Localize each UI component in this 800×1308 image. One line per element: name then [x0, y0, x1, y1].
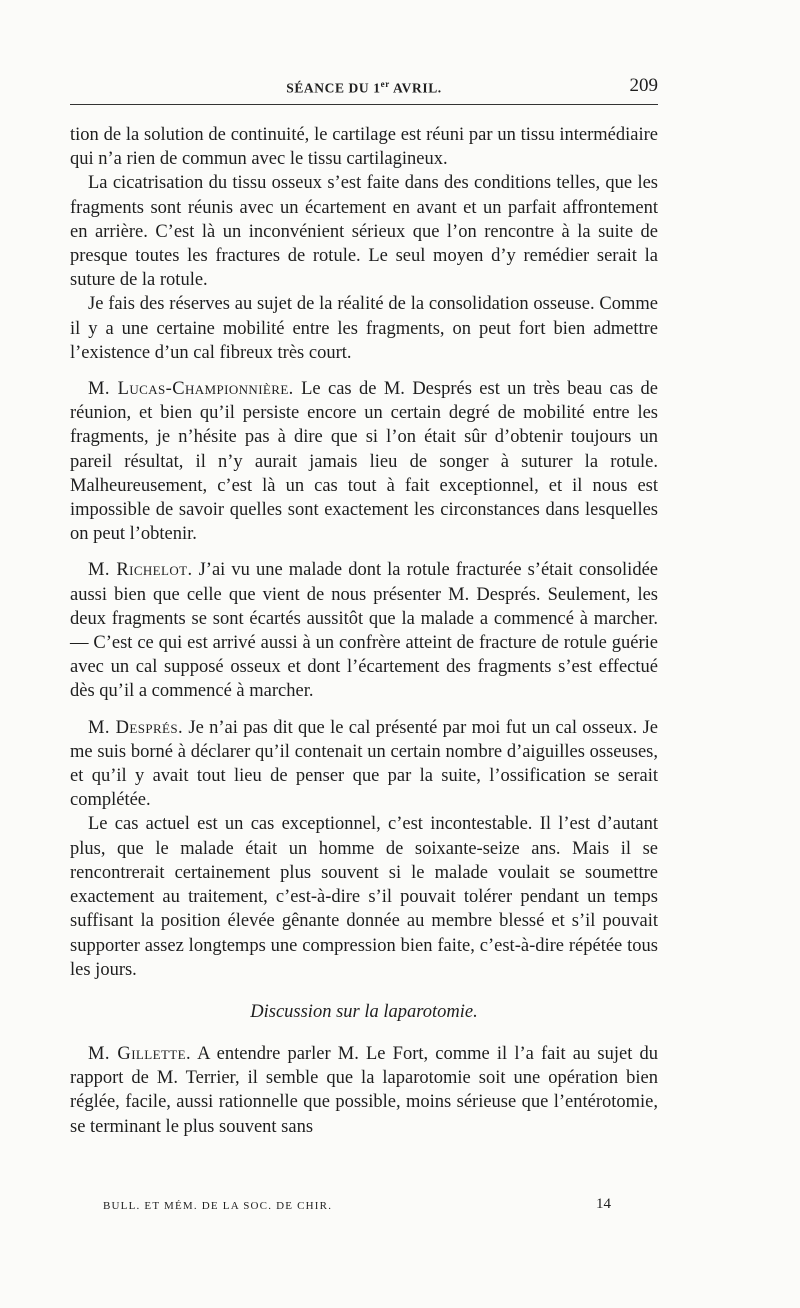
paragraph-4-text: Le cas de M. Després est un très beau cas de réunion, et bien qu’il persiste encore un certain degré de mobilité entre les fragments, je n’hésite pas à dire que si l’on était sûr d’obtenir toujours un pareil résultat, il n’y aurait jamais lieu de songer à suturer la rotule. Malheureusement, c’est là un cas tout à fait exceptionnel, et il nous est impossible de savoir quelles sont exactement les circonstances dans lesquelles on peut l’obtenir. [70, 379, 659, 545]
title-pre: SÉANCE DU 1 [286, 80, 381, 96]
paragraph-4 [70, 377, 658, 546]
running-head [70, 70, 658, 105]
paragraph-6-text: Je n’ai pas dit que le cal présenté par moi fut un cal osseux. Je me suis borné à déclarer qu’il contenait un certain nombre d’aiguilles osseuses, et qu’il y avait tout lieu de penser que par la suite, l’ossification se serait complétée. [70, 717, 659, 811]
speaker-gillette: M. Gillette. [88, 1043, 191, 1064]
page-body [70, 123, 658, 1139]
paragraph-1: tion de la solution de continuité, le cartilage est réuni par un tissu intermédiaire qui n’a rien de commun avec le tissu cartilagineux. [70, 125, 658, 170]
paragraph-6 [70, 716, 658, 813]
section-heading: Discussion sur la laparotomie. [250, 1001, 478, 1022]
paragraph-2: La cicatrisation du tissu osseux s’est faite dans des conditions telles, que les fragments sont réunis avec un écartement en avant et un parfait affrontement en arrière. C’est là un inconvénient sérieux que l’on rencontre à la suite de presque toutes les fractures de rotule. Le seul moyen d’y remédier serait la suture de la rotule. [70, 173, 658, 291]
page-number: 209 [629, 75, 658, 96]
title-sup: er [380, 79, 390, 89]
paragraph-8-text: A entendre parler M. Le Fort, comme il l’a fait au sujet du rapport de M. Terrier, il semble que la laparotomie soit une opération bien réglée, facile, aussi rationnelle que possible, moins sérieuse que l’entérotomie, se terminant le plus souvent sans [70, 1043, 659, 1137]
paragraph-3: Je fais des réserves au sujet de la réalité de la consolidation osseuse. Comme il y a une certaine mobilité entre les fragments, on peut fort bien admettre l’existence d’un cal fibreux très court. [70, 294, 658, 363]
paragraph-5-text: J’ai vu une malade dont la rotule fracturée s’était consolidée aussi bien que celle que vient de nous présenter M. Després. Seulement, les deux fragments se sont écartés aussitôt que la malade a commencé à marcher. — C’est ce qui est arrivé aussi à un confrère atteint de fracture de rotule guérie avec un cal supposé osseux et dont l’écartement des fragments s’est effectué dès qu’il a commencé à marcher. [70, 560, 658, 702]
paragraph-8 [70, 1042, 658, 1139]
page [70, 70, 658, 1139]
speaker-richelot: M. Richelot. [88, 560, 193, 581]
running-title [70, 79, 658, 97]
footer [103, 1196, 623, 1212]
speaker-lucas-championniere: M. Lucas-Championnière. [88, 379, 294, 400]
title-post: AVRIL. [389, 80, 442, 96]
signature-mark: 14 [596, 1196, 611, 1212]
footer-text: BULL. ET MÉM. DE LA SOC. DE CHIR. [103, 1200, 333, 1212]
speaker-despres: M. Després. [88, 717, 184, 738]
paragraph-5 [70, 558, 658, 703]
paragraph-7: Le cas actuel est un cas exceptionnel, c’est incontestable. Il l’est d’autant plus, que le malade était un homme de soixante-seize ans. Mais il se rencontrerait certainement plus souvent si le malade voulait se soumettre exactement au traitement, c’est-à-dire s’il pouvait tolérer pendant un temps suffisant la position élevée gênante donnée au membre blessé et s’il pouvait supporter assez longtemps une compression bien faite, c’est-à-dire répétée tous les jours. [70, 814, 658, 980]
